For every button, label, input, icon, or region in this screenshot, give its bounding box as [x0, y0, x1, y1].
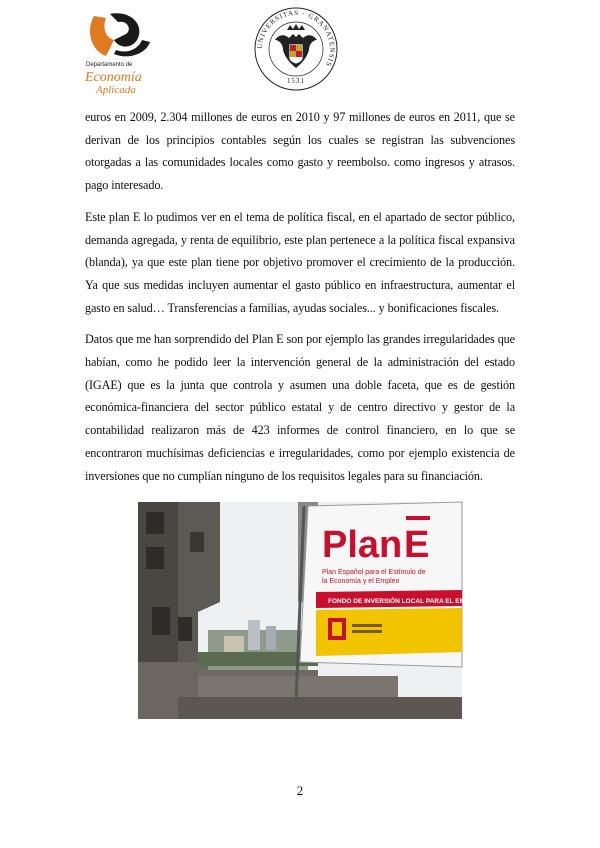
logo-line-1: Departamento de	[86, 62, 133, 68]
sign-title-plan: Plan	[322, 524, 403, 566]
seal-year: 1531	[287, 77, 305, 85]
sign-subtitle-2: la Economía y el Empleo	[322, 578, 400, 585]
university-seal	[253, 6, 339, 92]
logo-line-2: Economía	[85, 70, 142, 85]
logo-line-3: Aplicada	[96, 84, 136, 96]
paragraph-1: euros en 2009, 2.304 millones de euros en 2010 y 97 millones de euros en 2011, que se derivan de los principios contables según los cuales se registran las subvenciones otorgadas a las comunidades locales como gasto y reembolso. como ingresos y atrasos. pago interesado.	[85, 110, 515, 193]
plan-e-sign-image	[138, 502, 483, 719]
department-logo	[84, 10, 156, 96]
sign-banner-text: FONDO DE INVERSIÓN LOCAL PARA EL EMPLEO	[328, 598, 483, 605]
department-logo-mark-icon	[84, 10, 156, 64]
page-number: 2	[296, 783, 304, 798]
document-body	[85, 106, 515, 496]
sign-subtitle-1: Plan Español para el Estímulo de	[322, 569, 426, 576]
paragraph-2: Este plan E lo pudimos ver en el tema de política fiscal, en el apartado de sector público, demanda agregada, y renta de equilibrio, este plan pertenece a la política fiscal expansiva (blanda), ya que este plan tiene por objetivo promover el crecimiento de la producción. Ya que sus medidas incluyen aumentar el gasto público en infraestructura, aumentar el gasto en salud… Transferencias a familias, ayudas sociales... y bonificaciones fiscales.	[85, 209, 515, 315]
seal-ring-text: UNIVERSITAS · GRANATENSIS	[255, 8, 337, 69]
plan-e-photo	[138, 502, 483, 719]
sign-title-e: E	[404, 524, 430, 566]
university-seal-icon	[253, 6, 339, 92]
paragraph-3: Datos que me han sorprendido del Plan E son por ejemplo las grandes irregularidades que habían, como he podido leer la intervención general de la administración del estado (IGAE) que es la junta que controla y asumen una doble faceta, que es de gestión económica-financiera del sector público estatal y de centro directivo y gestor de la contabilidad realizaron más de 423 informes de control financiero, en lo que se encontraron muchísimas deficiencias e irregularidades, como por ejemplo existencia de inversiones que no cumplían ninguno de los requisitos legales para su financiación.	[85, 332, 515, 483]
